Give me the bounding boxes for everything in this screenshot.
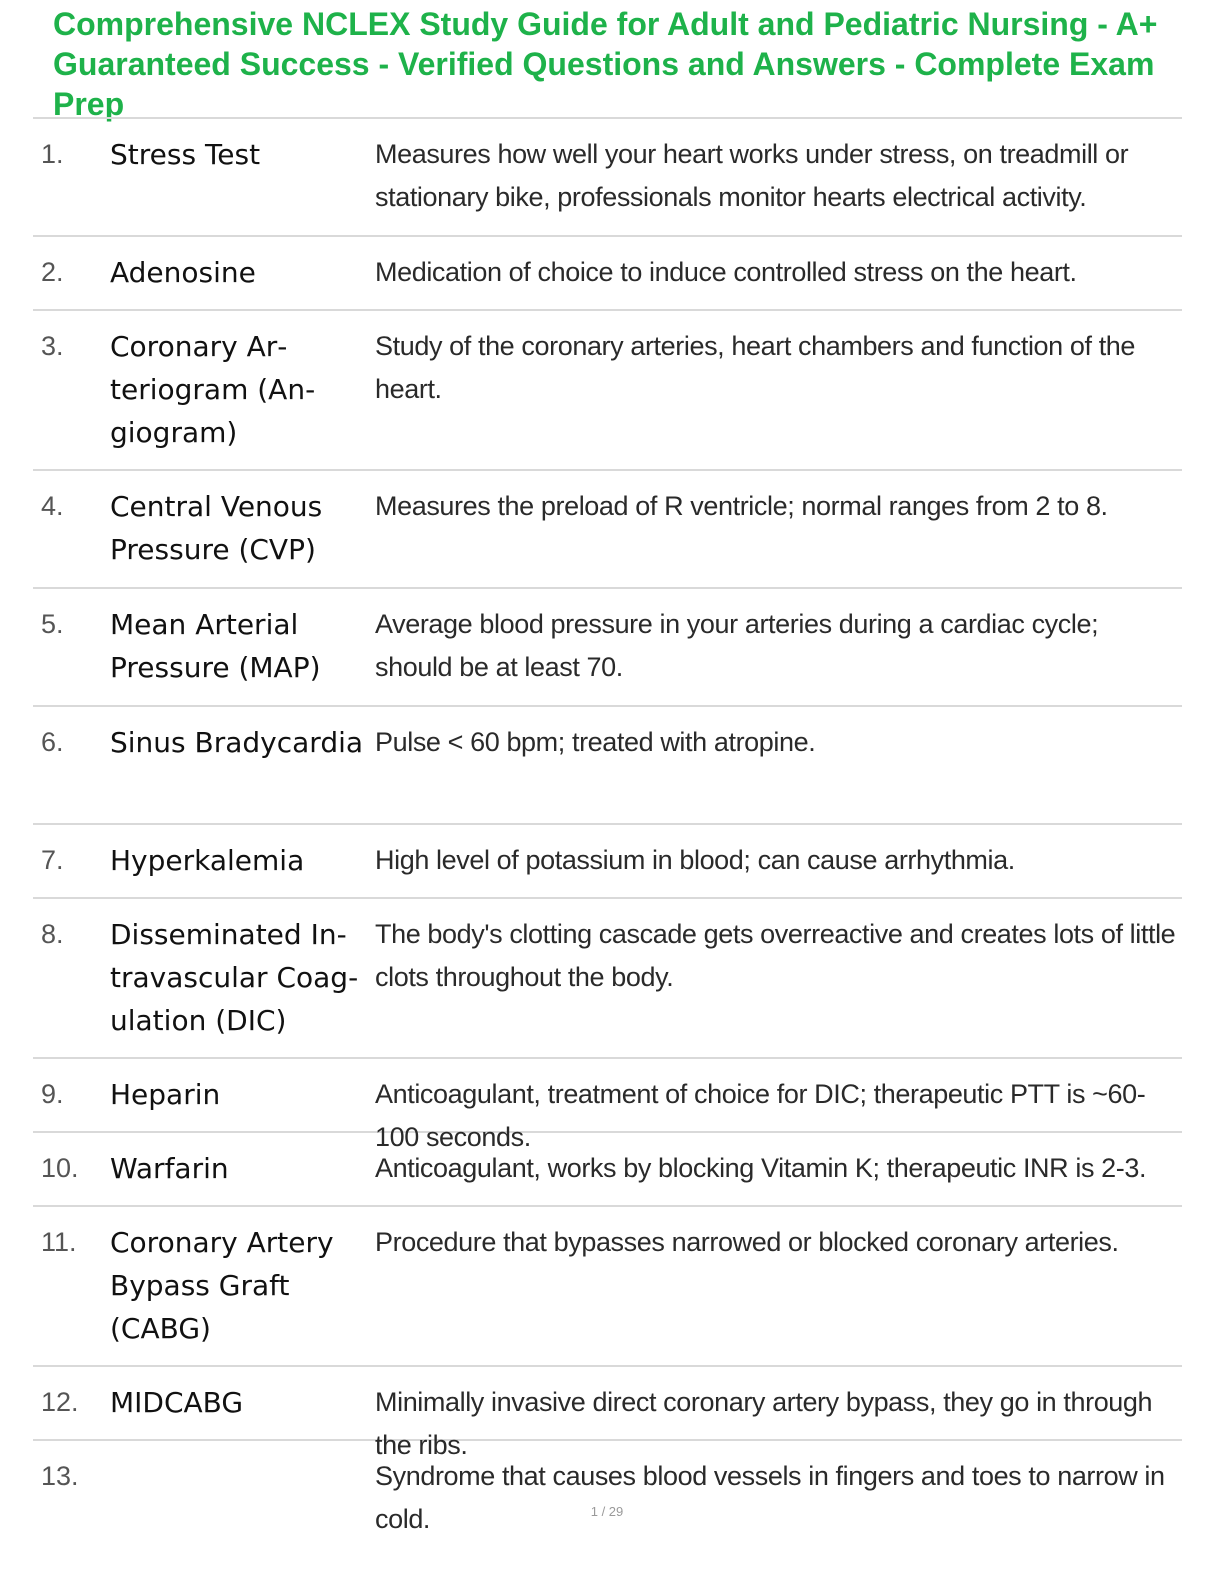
item-term: Coronary Arteriogram (Angiogram) (110, 330, 316, 449)
item-definition: High level of potassium in blood; can cause arrhythmia. (375, 845, 1015, 875)
item-definition: Syndrome that causes blood vessels in fingers and toes to narrow in cold. (375, 1461, 1165, 1534)
item-number: 5. (41, 609, 64, 639)
glossary-row (33, 471, 1182, 589)
item-term: MIDCABG (110, 1386, 244, 1419)
item-term: Adenosine (110, 256, 256, 289)
item-term: Stress Test (110, 138, 261, 171)
glossary-row (33, 707, 1182, 825)
item-term: Central Venous Pressure (CVP) (110, 490, 323, 566)
item-number: 1. (41, 139, 64, 169)
item-number: 11. (41, 1227, 77, 1257)
glossary-row (33, 1059, 1182, 1152)
item-number: 12. (41, 1387, 79, 1417)
glossary-row (33, 1367, 1182, 1460)
item-definition: Anticoagulant, treatment of choice for DIC; therapeutic PTT is ~60-100 seconds. (375, 1079, 1146, 1152)
item-definition: Measures the preload of R ventricle; normal ranges from 2 to 8. (375, 491, 1108, 521)
glossary-row (33, 825, 1182, 899)
glossary-row (33, 119, 1182, 237)
item-number: 2. (41, 257, 64, 287)
item-number: 7. (41, 845, 64, 875)
item-term: Disseminated Intravascular Coagulation (DIC) (110, 918, 359, 1037)
item-definition: Study of the coronary arteries, heart chambers and function of the heart. (375, 331, 1136, 404)
item-term: Mean Arterial Pressure (MAP) (110, 608, 321, 684)
glossary-row (33, 311, 1182, 471)
item-definition: Procedure that bypasses narrowed or blocked coronary arteries. (375, 1227, 1119, 1257)
glossary-row (33, 589, 1182, 707)
item-definition: Minimally invasive direct coronary artery bypass, they go in through the ribs. (375, 1387, 1153, 1460)
item-number: 10. (41, 1153, 79, 1183)
item-number: 4. (41, 491, 64, 521)
item-definition: Pulse < 60 bpm; treated with atropine. (375, 727, 816, 757)
item-term: Sinus Bradycardia (110, 726, 364, 759)
item-term: Warfarin (110, 1152, 229, 1185)
item-definition: Measures how well your heart works under stress, on treadmill or stationary bike, professionals monitor hearts electrical activity. (375, 139, 1129, 212)
item-term: Coronary Artery Bypass Graft (CABG) (110, 1226, 334, 1345)
document-title: Comprehensive NCLEX Study Guide for Adult and Pediatric Nursing - A+ Guaranteed Success - Verified Questions and Answers - Complete Exam Prep (53, 6, 1158, 122)
item-number: 13. (41, 1461, 79, 1491)
item-number: 9. (41, 1079, 64, 1109)
glossary-row (33, 1207, 1182, 1367)
item-definition: Anticoagulant, works by blocking Vitamin K; therapeutic INR is 2-3. (375, 1153, 1147, 1183)
item-number: 3. (41, 331, 64, 361)
glossary-row (33, 237, 1182, 311)
item-number: 6. (41, 727, 64, 757)
item-term: Heparin (110, 1078, 221, 1111)
item-definition: Medication of choice to induce controlled stress on the heart. (375, 257, 1077, 287)
page-number: 1 / 29 (590, 1504, 624, 1519)
item-term: Hyperkalemia (110, 844, 305, 877)
item-number: 8. (41, 919, 64, 949)
item-definition: The body's clotting cascade gets overreactive and creates lots of little clots throughout the body. (375, 919, 1176, 992)
glossary-row (33, 899, 1182, 1059)
item-definition: Average blood pressure in your arteries during a cardiac cycle; should be at least 70. (375, 609, 1099, 682)
